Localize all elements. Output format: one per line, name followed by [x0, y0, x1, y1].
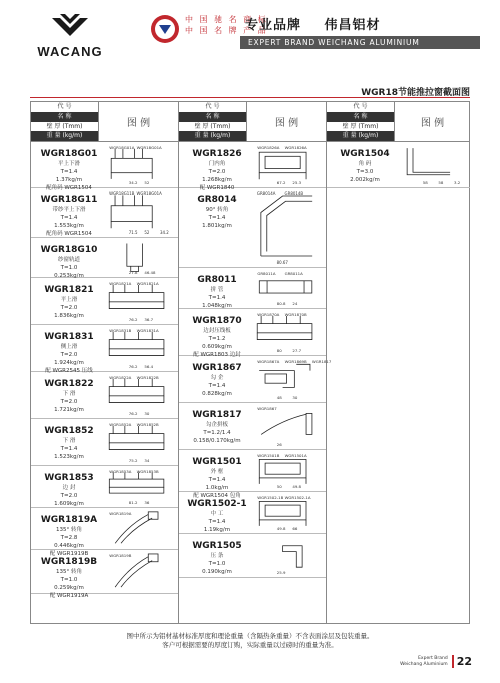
dimension-label: 49.8 [276, 526, 286, 532]
profile-spec: T=2.0 [60, 305, 78, 311]
header-code: 代 号 [353, 103, 368, 110]
cross-section-icon [103, 374, 176, 416]
part-label: WGR1501A [284, 452, 307, 458]
profile-code: WGR1867 [192, 363, 242, 373]
profile-code: WGR1826 [192, 149, 242, 159]
profile-spec: 0.609kg/m [202, 344, 232, 350]
profile-spec: 下 滑 [62, 438, 76, 444]
part-label: WGR1831A [136, 327, 159, 333]
cross-section-icon [103, 280, 176, 322]
part-label: WGR1852A [109, 421, 132, 427]
profile-code: WGR1817 [192, 410, 242, 420]
profile-drawing [103, 280, 176, 322]
profile-code: WGR1831 [44, 332, 94, 342]
cross-section-icon [251, 494, 324, 531]
profile-drawing [251, 536, 324, 575]
profile-spec: 2.002kg/m [350, 177, 380, 183]
cross-section-icon [251, 144, 324, 185]
dimension-label: 50 [276, 484, 282, 490]
profile-drawing [251, 270, 324, 306]
profile-row [31, 325, 178, 372]
dimension-label: 58 [422, 180, 428, 186]
header-code: 代 号 [57, 103, 72, 110]
profile-spec: 0.190kg/m [202, 569, 232, 575]
profile-row [31, 550, 178, 599]
dimension-label: 48 [276, 395, 282, 401]
profile-info [185, 274, 249, 310]
profile-row [179, 534, 326, 578]
profile-spec: T=1.4 [208, 215, 226, 221]
part-label: GR8014B [284, 190, 304, 196]
profile-spec: 下 滑 [62, 391, 76, 397]
cross-section-icon [251, 452, 324, 489]
header-name: 名 称 [327, 112, 394, 122]
profile-row [31, 372, 178, 419]
profile-spec: T=1.2/1.4 [203, 430, 231, 436]
header-labels [179, 102, 247, 141]
dimension-label: 76.2 [128, 317, 138, 323]
dimension-label: 36 [144, 500, 150, 506]
profile-spec: 外 框 [210, 469, 224, 475]
dimension-label: 81.2 [128, 500, 138, 506]
page-number: 22 [452, 655, 472, 668]
cross-section-icon [251, 311, 324, 353]
profile-spec: 配 WGR2545 压线 [45, 368, 93, 374]
cross-section-icon [251, 536, 324, 575]
profile-code: GR8011 [197, 275, 237, 285]
part-label: WGR1867 [257, 405, 277, 411]
part-label: WGR1869B [284, 358, 307, 364]
profile-spec: 压 条 [210, 553, 224, 559]
header-weight: 重 量 (kg/m) [31, 131, 98, 141]
profile-spec: T=1.4 [208, 383, 226, 389]
footer [400, 655, 472, 668]
profile-row [179, 403, 326, 450]
profile-spec: T=2.0 [60, 493, 78, 499]
dimension-label: 66 [292, 526, 298, 532]
profile-drawing [251, 190, 324, 265]
profile-row [31, 278, 178, 325]
dimension-label: 34.2 [128, 180, 138, 186]
profile-info [37, 378, 101, 414]
cross-section-icon [399, 144, 468, 185]
profile-row [179, 492, 326, 534]
page-title: WGR18节能推拉窗截面图 [361, 88, 470, 98]
part-label: WGR1822B [136, 374, 159, 380]
dimension-label: 27.8 [128, 270, 138, 276]
brand-name: WACANG [37, 44, 103, 59]
profile-drawing [103, 190, 176, 235]
profile-spec: 1.523kg/m [54, 454, 84, 460]
part-label: WGR18G11B [109, 190, 135, 196]
profile-drawing [103, 510, 176, 547]
header-weight: 重 量 (kg/m) [327, 131, 394, 141]
part-label: WGR1822A [109, 374, 132, 380]
header-weight: 重 量 (kg/m) [179, 131, 246, 141]
profile-spec: 1.19kg/m [203, 527, 231, 533]
part-label: GR8011A [284, 270, 303, 276]
profile-spec: 1.553kg/m [54, 223, 84, 229]
profile-code: WGR1504 [340, 149, 390, 159]
profile-spec: 1.721kg/m [54, 407, 84, 413]
profile-drawing [251, 311, 324, 353]
dimension-label: 34.2 [160, 230, 169, 236]
dimension-label: 75.2 [128, 458, 138, 464]
dimension-label: 3.2 [454, 180, 461, 186]
slogan: 中 国 驰 名 商 标 中 国 名 牌 产 品 [185, 15, 268, 35]
profile-code: WGR1821 [44, 285, 94, 295]
dimension-label: 30 [144, 411, 150, 417]
profile-row [31, 188, 178, 238]
profile-spec: 配 WGR1803 边封 [193, 352, 241, 358]
part-label: WGR1821A [136, 280, 159, 286]
profile-info [185, 540, 249, 576]
profile-spec: 拼 管 [210, 287, 224, 293]
dimension-label: 80.67 [276, 260, 288, 266]
cross-section-icon [103, 190, 176, 235]
profile-spec: 0.253kg/m [54, 273, 84, 279]
profile-info [37, 148, 101, 192]
profile-row [179, 188, 326, 268]
profile-code: WGR18G01 [40, 149, 98, 159]
header-name: 名 称 [31, 112, 98, 122]
dimension-label: 71.5 [128, 230, 138, 236]
dimension-label: 52 [144, 230, 150, 236]
profile-spec: 0.259kg/m [54, 585, 84, 591]
profile-spec: 配 WGR1919B [49, 551, 89, 557]
header-thickness: 壁 厚 (Tmm) [194, 122, 231, 130]
profile-drawing [251, 494, 324, 531]
header-name: 名 称 [179, 112, 246, 122]
profile-row [31, 466, 178, 508]
profile-spec: 1.37kg/m [55, 177, 83, 183]
profile-drawing [103, 144, 176, 185]
part-label: WGR18G01A [109, 144, 135, 150]
profile-info [37, 472, 101, 508]
cross-section-icon [251, 405, 324, 447]
part-label: WGR1831B [109, 327, 132, 333]
profile-info [185, 362, 249, 398]
dimension-label: 34 [144, 458, 150, 464]
profile-spec: 0.446kg/m [54, 543, 84, 549]
part-label: WGR18G01A [136, 144, 162, 150]
profile-spec: T=1.4 [208, 477, 226, 483]
profile-code: WGR1819B [40, 557, 98, 567]
profile-spec: 边封压线板 [203, 328, 231, 334]
dimension-label: 76.2 [128, 364, 138, 370]
profile-spec: 配 WGR1919A [49, 593, 89, 599]
dimension-label: 30 [292, 395, 298, 401]
profile-info [37, 194, 101, 238]
header-legend: 图 例 [420, 118, 445, 129]
profile-spec: 勾 企 [210, 375, 224, 381]
dimension-label: 46.48 [144, 270, 156, 276]
part-label: WGR1826A [257, 144, 280, 150]
profile-spec: 1.609kg/m [54, 501, 84, 507]
catalog-column-2 [179, 102, 332, 623]
dimension-label: 36.7 [144, 317, 154, 323]
header-thickness: 壁 厚 (Tmm) [342, 122, 379, 130]
profile-drawing [103, 468, 176, 505]
profile-drawing [103, 327, 176, 369]
profile-info [37, 284, 101, 320]
profile-row [179, 142, 326, 191]
header [0, 0, 500, 70]
header-legend: 图 例 [274, 118, 299, 129]
part-label: WGR1817 [311, 358, 332, 364]
profile-spec: T=2.0 [60, 399, 78, 405]
profile-code: WGR1501 [192, 457, 242, 467]
dimension-label: 25.3 [292, 180, 302, 186]
dimension-label: 49.8 [292, 484, 302, 490]
dimension-label: 80 [276, 348, 282, 354]
cross-section-icon [103, 552, 176, 591]
profile-code: GR8014 [197, 195, 237, 205]
part-label: WGR1821A [109, 280, 132, 286]
profile-info [185, 498, 249, 534]
profile-spec: 勾企拼板 [205, 422, 228, 428]
profile-drawing [103, 552, 176, 591]
dimension-label: 67.2 [276, 180, 286, 186]
profile-spec: T=3.0 [356, 169, 374, 175]
profile-spec: 侧上滑 [60, 344, 78, 350]
profile-code: WGR1852 [44, 426, 94, 436]
profile-row [31, 142, 178, 191]
dimension-label: 27.7 [292, 348, 302, 354]
profile-code: WGR1853 [44, 473, 94, 483]
profile-spec: T=2.0 [208, 169, 226, 175]
profile-spec: 角 码 [358, 161, 372, 167]
cross-section-icon [103, 421, 176, 463]
part-label: WGR18G01A [136, 190, 162, 196]
profile-drawing [399, 144, 468, 185]
dimension-label: 80.8 [276, 301, 286, 307]
profile-row [179, 309, 326, 356]
cross-section-icon [251, 358, 332, 401]
dimension-label: 58 [438, 180, 444, 186]
header-code: 代 号 [205, 103, 220, 110]
part-label: WGR1819A [109, 510, 132, 516]
dimension-label: 76.2 [128, 411, 138, 417]
profile-spec: 纱窗轨道 [57, 257, 80, 263]
profile-code: WGR1502-1 [187, 499, 247, 509]
dimension-label: 24 [292, 301, 298, 307]
profile-drawing [251, 405, 324, 447]
footer-brand: Expert Brand Weichang Aluminium [400, 655, 448, 667]
cross-section-icon [103, 240, 176, 275]
profile-row [179, 356, 332, 403]
cross-section-icon [103, 327, 176, 369]
profile-info [37, 556, 101, 600]
dimension-label: 26 [276, 442, 282, 448]
profile-spec: 135° 转角 [56, 527, 82, 533]
profile-info [37, 244, 101, 280]
profile-spec: 门内角 [208, 161, 226, 167]
profile-catalog [30, 101, 470, 624]
header-legend: 图 例 [126, 118, 151, 129]
header-labels [31, 102, 99, 141]
profile-row [179, 268, 326, 309]
header-thickness: 壁 厚 (Tmm) [46, 122, 83, 130]
profile-spec: 1.0kg/m [205, 485, 229, 491]
profile-info [185, 409, 249, 445]
part-label: WGR1870A [257, 311, 280, 317]
part-label: WGR1501B [257, 452, 280, 458]
column-header [327, 102, 470, 142]
part-label: WGR1502-1A [284, 494, 311, 500]
profile-row [327, 142, 470, 188]
part-label: WGR1819B [109, 552, 132, 558]
weight-note: 图中所示为铝材基材标准厚度和理论重量（含隔热条重量）不含表面涂层及包装重量。 客户可根据需要的厚度订购，实际重量以过磅时的重量为准。 [126, 632, 374, 649]
profile-spec: 配 WGR1504 包角 [193, 493, 241, 499]
part-label: WGR1852B [136, 421, 159, 427]
profile-spec: 配角码 WGR1504 [46, 185, 92, 191]
catalog-column-3 [327, 102, 470, 623]
part-label: WGR1867A [257, 358, 280, 364]
profile-info [37, 425, 101, 461]
profile-info [37, 331, 101, 375]
profile-drawing [251, 358, 332, 401]
cross-section-icon [103, 510, 176, 547]
dimension-label: 56.4 [144, 364, 154, 370]
profile-code: WGR18G10 [40, 245, 98, 255]
profile-spec: T=1.2 [208, 336, 226, 342]
profile-code: WGR1819A [40, 515, 98, 525]
profile-spec: 1.048kg/m [202, 303, 232, 309]
profile-drawing [251, 452, 324, 489]
famous-brand-badge-icon [150, 14, 180, 44]
title-rule [30, 97, 470, 98]
profile-spec: 配 WGR1840 [199, 185, 235, 191]
profile-drawing [103, 374, 176, 416]
profile-info [185, 194, 249, 230]
profile-spec: 边 封 [62, 485, 76, 491]
profile-spec: 1.924kg/m [54, 360, 84, 366]
part-label: WGR1870B [284, 311, 307, 317]
profile-spec: T=1.4 [60, 446, 78, 452]
profile-drawing [103, 421, 176, 463]
profile-spec: T=2.8 [60, 535, 78, 541]
cross-section-icon [251, 190, 324, 265]
part-label: WGR1853B [136, 468, 159, 474]
header-labels [327, 102, 395, 141]
profile-info [185, 315, 249, 359]
profile-spec: T=1.0 [208, 561, 226, 567]
profile-code: WGR1505 [192, 541, 242, 551]
profile-info [333, 148, 397, 184]
column-header [179, 102, 326, 142]
profile-code: WGR1822 [44, 379, 94, 389]
profile-spec: 中 工 [210, 511, 224, 517]
profile-spec: 平上下滑 [57, 161, 80, 167]
cross-section-icon [103, 468, 176, 505]
profile-row [31, 238, 178, 278]
part-label: WGR1826A [284, 144, 307, 150]
profile-spec: 90° 转角 [205, 207, 229, 213]
profile-spec: 带纱平上下滑 [52, 207, 86, 213]
wacang-logo-icon [48, 10, 92, 40]
profile-code: WGR1870 [192, 316, 242, 326]
profile-info [185, 148, 249, 192]
part-label: WGR1853A [109, 468, 132, 474]
dimension-label: 25.9 [276, 570, 286, 576]
profile-spec: 0.828kg/m [202, 391, 232, 397]
profile-spec: 0.158/0.170kg/m [193, 438, 241, 444]
cross-section-icon [103, 144, 176, 185]
profile-spec: 配角码 WGR1504 [46, 231, 92, 237]
part-label: GR8011A [257, 270, 276, 276]
profile-spec: 平上滑 [60, 297, 78, 303]
profile-spec: T=1.0 [60, 577, 78, 583]
column-header [31, 102, 178, 142]
profile-spec: 1.836kg/m [54, 313, 84, 319]
profile-spec: 1.801kg/m [202, 223, 232, 229]
profile-drawing [103, 240, 176, 275]
profile-spec: T=1.4 [60, 215, 78, 221]
brand-tagline: EXPERT BRAND WEICHANG ALUMINIUM [248, 38, 420, 47]
profile-drawing [251, 144, 324, 185]
cross-section-icon [251, 270, 324, 306]
part-label: WGR1502-1B [257, 494, 284, 500]
dimension-label: 52 [144, 180, 150, 186]
profile-spec: T=1.4 [208, 519, 226, 525]
profile-spec: 1.268kg/m [202, 177, 232, 183]
profile-spec: T=1.4 [208, 295, 226, 301]
profile-spec: T=2.0 [60, 352, 78, 358]
brand-headline: 专业品牌 伟昌铝材 [245, 18, 381, 33]
profile-spec: T=1.4 [60, 169, 78, 175]
profile-row [31, 419, 178, 466]
profile-spec: T=1.0 [60, 265, 78, 271]
catalog-column-1 [31, 102, 179, 623]
profile-spec: 135° 转角 [56, 569, 82, 575]
profile-code: WGR18G11 [40, 195, 98, 205]
brand-logo [30, 10, 110, 59]
part-label: GR8014A [256, 190, 276, 196]
